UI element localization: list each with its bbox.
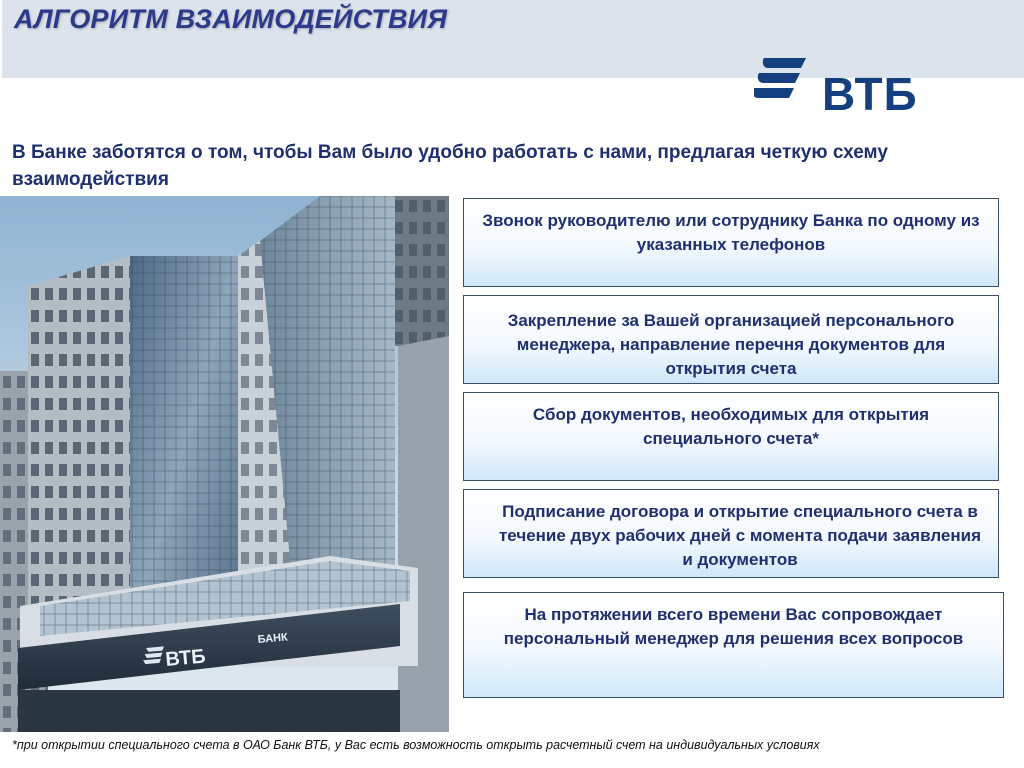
step-4-text: Подписание договора и открытие специального счета в течение двух рабочих дней с момента подачи заявления и документов: [498, 502, 981, 569]
step-5-box: [463, 592, 1004, 698]
building-sign-vtb: ВТБ: [164, 645, 207, 671]
vtb-logo: [754, 56, 926, 122]
building-sign-bank: БАНК: [257, 631, 289, 646]
step-1-box: [463, 198, 999, 287]
vtb-logo-text: ВТБ: [822, 68, 918, 120]
step-3-text: Сбор документов, необходимых для открытия специального счета*: [532, 405, 930, 448]
bank-building-photo: [0, 196, 449, 732]
step-3-box: [463, 392, 999, 481]
step-2-box: [463, 295, 999, 384]
step-1-text: Звонок руководителю или сотруднику Банка по одному из указанных телефонов: [482, 211, 980, 254]
footnote: *при открытии специального счета в ОАО Банк ВТБ, у Вас есть возможность открыть расчетный счет на индивидуальных условиях: [12, 738, 820, 752]
step-2-text: Закрепление за Вашей организацией персонального менеджера, направление перечня документов для открытия счета: [507, 311, 955, 378]
step-4-box: [463, 489, 999, 578]
subtitle: В Банке заботятся о том, чтобы Вам было удобно работать с нами, предлагая четкую схему взаимодействия: [12, 142, 888, 190]
step-5-text: На протяжении всего времени Вас сопровождает персональный менеджер для решения всех вопросов: [503, 605, 964, 648]
vtb-logo-mark-icon: [754, 56, 810, 102]
slide-title: АЛГОРИТМ ВЗАИМОДЕЙСТВИЯ: [14, 4, 448, 34]
